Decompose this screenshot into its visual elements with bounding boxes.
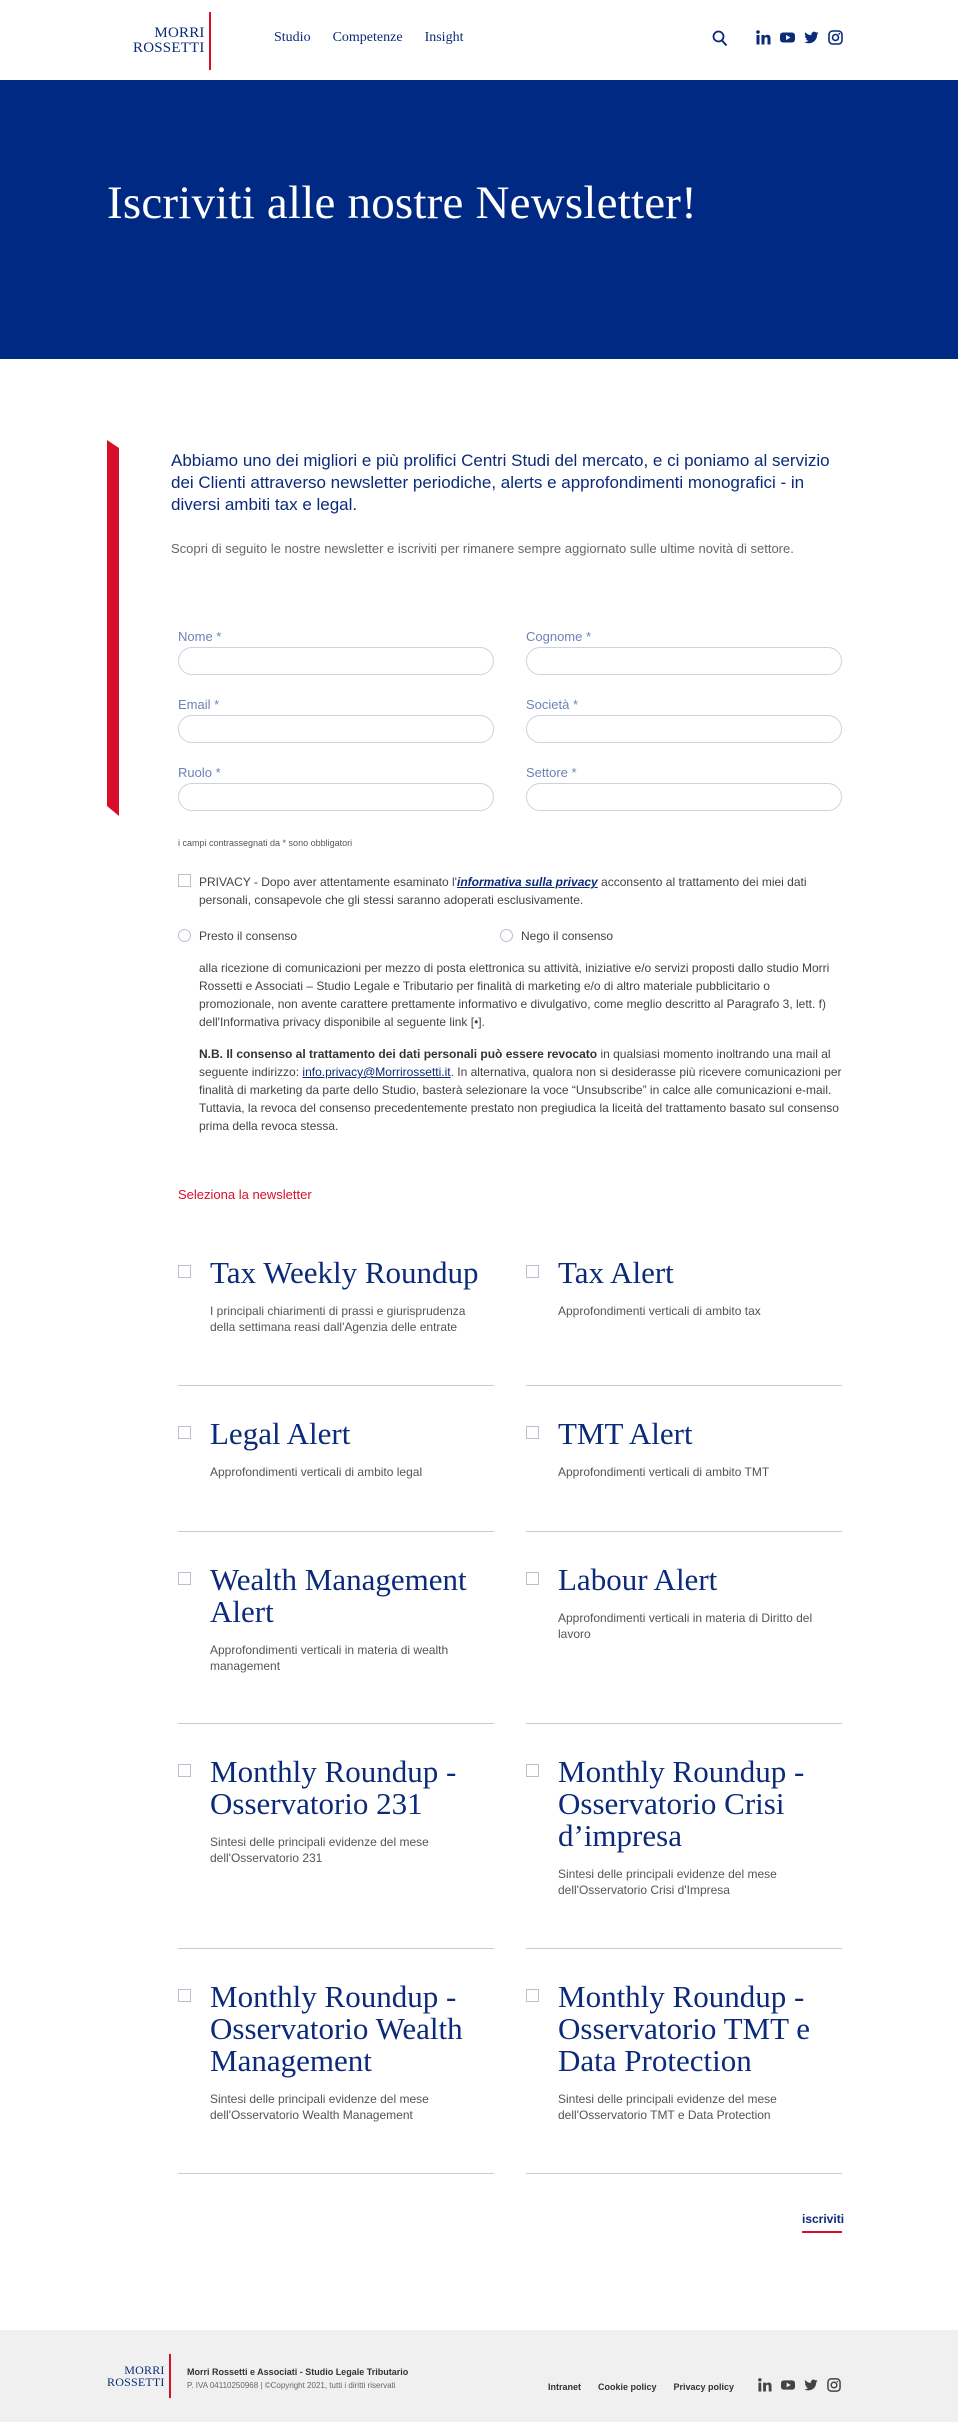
revoke-note: N.B. Il consenso al trattamento dei dati personali può essere revocato in qualsiasi momento inoltrando una mail al seguente indirizzo: info.privacy@Morrirossetti.it. In alternativa, qualora non si desiderasse più ricevere comunicazioni per finalità di marketing da parte dello Studio, basterà selezionare la voce “Unsubscribe” in calce alle comunicazioni e-mail. Tuttavia, la revoca del consenso precedentemente prestato non pregiudica la liceità del trattamento basato sul consenso prima della revoca stessa. [199,1047,842,1133]
privacy-text: PRIVACY - Dopo aver attentamente esaminato l'informativa sulla privacy acconsento al trattamento dei miei dati personali, consapevole che gli stessi saranno adoperati esclusivamente. [199,875,807,907]
newsletter-description: Sintesi delle principali evidenze del mese dell'Osservatorio Wealth Management [210,2092,429,2122]
footer-link-intranet[interactable]: Intranet [548,2382,582,2392]
footer-logo[interactable] [107,2354,171,2398]
divider [526,2173,842,2174]
divider [526,1531,842,1532]
footer-logo-line-1: MORRI [124,2363,165,2377]
instagram-icon[interactable] [828,30,843,45]
footer-links [548,2382,734,2392]
newsletter-description: Approfondimenti verticali di ambito TMT [558,1465,770,1479]
twitter-icon[interactable] [804,30,819,45]
newsletter-section-title: Seleziona la newsletter [178,1187,312,1202]
newsletter-checkbox[interactable] [526,1426,539,1439]
divider [526,1385,842,1386]
footer-vat: P. IVA 04110250968 | ©Copyright 2021, tutti i diritti riservati [187,2381,396,2390]
divider [178,1531,494,1532]
privacy-policy-link[interactable]: informativa sulla privacy [456,875,598,889]
newsletter-title: Monthly Roundup - Osservatorio TMT e Data Protection [558,1979,810,2078]
required-note: i campi contrassegnati da * sono obbligatori [178,838,353,848]
hero-banner [0,80,958,359]
newsletter-description: Approfondimenti verticali in materia di Diritto del lavoro [558,1611,813,1641]
newsletter-checkbox[interactable] [526,1989,539,2002]
newsletter-title: Labour Alert [558,1562,718,1597]
consent-no-label[interactable]: Nego il consenso [521,929,614,943]
instagram-icon[interactable] [827,2378,841,2392]
newsletter-checkbox[interactable] [178,1572,191,1585]
newsletter-description: Approfondimenti verticali di ambito tax [558,1304,761,1318]
newsletter-checkbox[interactable] [178,1764,191,1777]
nome-input[interactable] [178,647,494,675]
consent-text: alla ricezione di comunicazioni per mezzo di posta elettronica su attività, iniziative e/o servizi proposti dallo studio Morri Rossetti e Associati – Studio Legale e Tributario per finalità di marketing e/o di altro materiale pubblicitario o promozionale, non avente carattere prettamente informativo e divulgativo, come meglio descritto al Paragrafo 3, lett. f) dell'Informativa privacy disponibile al seguente link [•]. [199,961,830,1029]
newsletter-checkbox[interactable] [526,1265,539,1278]
logo-line-2: ROSSETTI [133,40,205,56]
newsletter-checkbox[interactable] [178,1426,191,1439]
newsletter-description: Sintesi delle principali evidenze del mese dell'Osservatorio Crisi d'Impresa [558,1867,777,1897]
youtube-icon[interactable] [781,2378,795,2392]
footer-socials [758,2378,841,2392]
nav-insight[interactable]: Insight [424,30,464,45]
privacy-checkbox[interactable] [178,874,191,887]
settore-input[interactable] [526,783,842,811]
intro-lead: Abbiamo uno dei migliori e più prolifici Centri Studi del mercato, e ci poniamo al servizio dei Clienti attraverso newsletter periodiche, alerts e approfondimenti monografici - in diversi ambiti tax e legal. [171,451,830,514]
nav-competenze[interactable]: Competenze [332,30,403,45]
logo[interactable] [133,12,211,70]
newsletter-title: Monthly Roundup - Osservatorio Crisi d’impresa [558,1754,805,1853]
consent-yes-label[interactable]: Presto il consenso [199,929,298,943]
settore-label: Settore * [526,765,577,780]
newsletter-checkbox[interactable] [526,1572,539,1585]
societa-label: Società * [526,697,579,712]
newsletter-description: Approfondimenti verticali in materia di wealth management [210,1643,449,1673]
newsletter-title: Legal Alert [210,1416,351,1451]
linkedin-icon[interactable] [758,2378,772,2392]
newsletter-description: I principali chiarimenti di prassi e giurisprudenza della settimana reasi dall'Agenzia delle entrate [210,1304,466,1334]
email-label: Email * [178,697,220,712]
youtube-icon[interactable] [780,30,795,45]
footer-link-cookie-policy[interactable]: Cookie policy [598,2382,657,2392]
divider [526,1948,842,1949]
linkedin-icon[interactable] [756,30,771,45]
newsletter-title: Monthly Roundup - Osservatorio 231 [210,1754,457,1821]
site-header [0,0,958,80]
subscribe-underline [802,2231,842,2233]
divider [178,1385,494,1386]
divider [178,2173,494,2174]
newsletter-description: Approfondimenti verticali di ambito legal [210,1465,423,1479]
footer-logo-red-bar [169,2354,171,2398]
newsletter-title: TMT Alert [558,1416,693,1451]
subscribe-button[interactable]: iscriviti [802,2212,845,2226]
footer-link-privacy-policy[interactable]: Privacy policy [673,2382,735,2392]
email-input[interactable] [178,715,494,743]
main-nav [274,30,463,46]
consent-no-radio[interactable] [500,929,513,942]
societa-input[interactable] [526,715,842,743]
newsletter-title: Monthly Roundup - Osservatorio Wealth Management [210,1979,463,2078]
logo-line-1: MORRI [154,25,205,41]
red-accent-bar [107,440,119,816]
intro-subtext: Scopri di seguito le nostre newsletter e iscriviti per rimanere sempre aggiornato sulle ultime novità di settore. [171,541,794,556]
newsletter-description: Sintesi delle principali evidenze del mese dell'Osservatorio TMT e Data Protection [558,2092,777,2122]
nav-studio[interactable]: Studio [274,30,311,45]
newsletter-title: Tax Alert [558,1255,674,1290]
divider [178,1723,494,1724]
search-icon[interactable] [712,30,728,48]
cognome-label: Cognome * [526,629,592,644]
header-socials [756,30,843,45]
ruolo-input[interactable] [178,783,494,811]
newsletter-checkbox[interactable] [526,1764,539,1777]
privacy-email-link[interactable]: info.privacy@Morrirossetti.it [302,1065,451,1079]
newsletter-checkbox[interactable] [178,1989,191,2002]
newsletter-title: Tax Weekly Roundup [210,1255,479,1290]
cognome-input[interactable] [526,647,842,675]
newsletter-description: Sintesi delle principali evidenze del mese dell'Osservatorio 231 [210,1835,429,1865]
logo-red-bar [209,12,211,70]
consent-yes-radio[interactable] [178,929,191,942]
twitter-icon[interactable] [804,2378,818,2392]
page-title: Iscriviti alle nostre Newsletter! [107,177,697,229]
footer-company: Morri Rossetti e Associati - Studio Legale Tributario [187,2367,409,2377]
site-footer [0,2330,958,2422]
ruolo-label: Ruolo * [178,765,221,780]
newsletter-title: Wealth Management Alert [210,1562,467,1629]
newsletter-checkbox[interactable] [178,1265,191,1278]
nome-label: Nome * [178,629,222,644]
footer-logo-line-2: ROSSETTI [107,2375,165,2389]
divider [178,1948,494,1949]
divider [526,1723,842,1724]
